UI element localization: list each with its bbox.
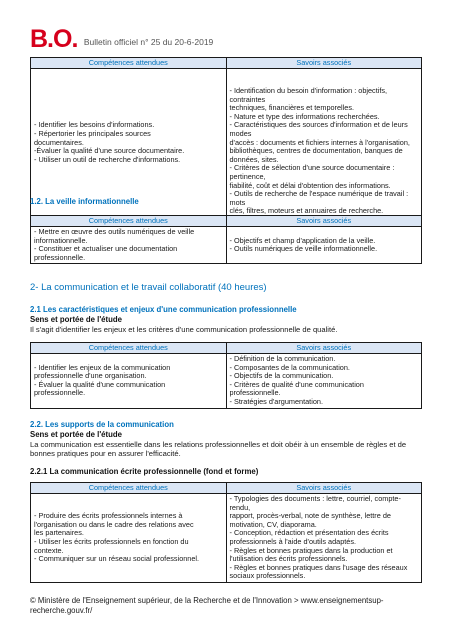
list-item: - Outils de recherche de l'espace numérique de travail : mots xyxy=(229,189,409,207)
list-item: l'organisation ou dans le cadre des relations avec xyxy=(34,519,194,529)
list-item: - Conception, rédaction et présentation des écrits xyxy=(229,528,389,538)
list-item: d'accès : documents et fichiers internes à l'organisation, xyxy=(229,137,410,147)
list-item: bibliothèques, centres de documentation, banques de xyxy=(229,146,403,156)
list-item: - Stratégies d'argumentation. xyxy=(229,396,323,406)
list-item: - Identifier les besoins d'informations. xyxy=(34,120,155,130)
list-item: - Évaluer la qualité d'une communication xyxy=(34,379,166,389)
list-item: données, sites. xyxy=(229,154,279,164)
table-header-competences: Compétences attendues xyxy=(31,58,227,69)
page-header xyxy=(30,26,213,52)
footer-url[interactable]: recherche.gouv.fr/ xyxy=(30,606,93,615)
section-2-2-1-title: 2.2.1 La communication écrite professionnelle (fond et forme) xyxy=(30,467,259,476)
paragraph-line: bonnes pratiques pour en assurer l'efficacité. xyxy=(30,449,181,459)
competences-cell xyxy=(31,69,227,218)
list-item: clés, filtres, moteurs et annuaires de recherche. xyxy=(229,206,384,216)
list-item: - Objectifs de la communication. xyxy=(229,371,334,381)
list-item: fiabilité, coût et délai d'obtention des informations. xyxy=(229,180,391,190)
list-item: rapport, procès-verbal, note de synthèse, lettre de xyxy=(229,511,391,521)
list-item: - Identifier les enjeux de la communication xyxy=(34,362,171,372)
list-item: professionnelle. xyxy=(229,388,281,398)
section-2-1-subtitle: Sens et portée de l'étude xyxy=(30,315,122,324)
savoirs-cell xyxy=(226,354,422,409)
section-2-2-text xyxy=(30,440,422,458)
section-2-1-title: 2.1 Les caractéristiques et enjeux d'une communication professionnelle xyxy=(30,305,297,314)
list-item: - Règles et bonnes pratiques dans l'usage des réseaux xyxy=(229,562,408,572)
competences-cell xyxy=(31,227,227,264)
skills-table-1 xyxy=(30,57,422,218)
skills-table-3 xyxy=(30,342,422,409)
list-item: - Critères de qualité d'une communication xyxy=(229,379,364,389)
list-item: - Outils numériques de veille informationnelle. xyxy=(229,244,378,254)
page-footer xyxy=(30,596,425,616)
table-header-savoirs: Savoirs associés xyxy=(226,216,422,227)
skills-table-4 xyxy=(30,482,422,583)
list-item: - Mettre en œuvre des outils numériques de veille xyxy=(34,227,195,236)
list-item: motivation, CV, diaporama. xyxy=(229,519,317,529)
section-2-2-title: 2.2. Les supports de la communication xyxy=(30,420,174,429)
list-item: techniques, financières et temporelles. xyxy=(229,103,355,113)
table-header-competences: Compétences attendues xyxy=(31,483,227,494)
list-item: les partenaires. xyxy=(34,528,84,538)
competences-cell xyxy=(31,354,227,409)
paragraph-line: La communication est essentielle dans les relations professionnelles et doit obéir à un ensemble de règles et de xyxy=(30,440,407,449)
table-header-savoirs: Savoirs associés xyxy=(226,58,422,69)
list-item: - Constituer et actualiser une documentation xyxy=(34,244,178,254)
section-2-title: 2- La communication et le travail collaboratif (40 heures) xyxy=(30,282,267,293)
list-item: - Composantes de la communication. xyxy=(229,362,350,372)
list-item: - Nature et type des informations recherchées. xyxy=(229,111,380,121)
table-header-competences: Compétences attendues xyxy=(31,216,227,227)
list-item: sociaux professionnels. xyxy=(229,571,306,581)
list-item: - Utiliser un outil de recherche d'informations. xyxy=(34,154,181,164)
savoirs-cell xyxy=(226,69,422,218)
section-2-2-subtitle: Sens et portée de l'étude xyxy=(30,430,122,439)
footer-copyright: © Ministère de l'Enseignement supérieur, de la Recherche et de l'Innovation > www.enseignementsup- xyxy=(30,596,384,605)
table-header-savoirs: Savoirs associés xyxy=(226,343,422,354)
list-item: - Communiquer sur un réseau social professionnel. xyxy=(34,554,200,564)
skills-table-2 xyxy=(30,215,422,264)
list-item: professionnelle. xyxy=(34,252,86,262)
list-item: - Caractéristiques des sources d'information et de leurs modes xyxy=(229,120,408,138)
list-item: l'utilisation des écrits professionnels. xyxy=(229,554,348,564)
bulletin-reference: Bulletin officiel n° 25 du 20-6-2019 xyxy=(83,37,214,47)
competences-cell xyxy=(31,494,227,583)
savoirs-cell xyxy=(226,494,422,583)
list-item: documentaires. xyxy=(34,137,84,147)
list-item: - Définition de la communication. xyxy=(229,354,336,363)
list-item: contexte. xyxy=(34,545,64,555)
list-item: - Critères de sélection d'une source documentaire : pertinence, xyxy=(229,163,395,181)
list-item: -Évaluer la qualité d'une source documentaire. xyxy=(34,146,185,156)
savoirs-cell xyxy=(226,227,422,264)
list-item: professionnelle. xyxy=(34,388,86,398)
list-item: professionnelle d'une organisation. xyxy=(34,371,147,381)
list-item: - Répertorier les principales sources xyxy=(34,129,151,139)
section-2-1-text: Il s'agit d'identifier les enjeux et les critères d'une communication professionnelle de qualité. xyxy=(30,325,338,334)
table-header-savoirs: Savoirs associés xyxy=(226,483,422,494)
table-header-competences: Compétences attendues xyxy=(31,343,227,354)
list-item: - Typologies des documents : lettre, courriel, compte-rendu, xyxy=(229,494,401,512)
list-item: - Règles et bonnes pratiques dans la production et xyxy=(229,545,393,555)
list-item: - Produire des écrits professionnels internes à xyxy=(34,511,183,521)
list-item: - Identification du besoin d'information : objectifs, contraintes xyxy=(229,86,388,104)
list-item: - Utiliser les écrits professionnels en fonction du xyxy=(34,536,189,546)
bo-logo: B.O. xyxy=(30,25,78,53)
list-item: professionnels à l'aide d'outils adaptés. xyxy=(229,536,357,546)
list-item: - Objectifs et champ d'application de la veille. xyxy=(229,235,376,245)
list-item: informationnelle. xyxy=(34,235,88,245)
section-1-2-title: 1.2. La veille informationnelle xyxy=(30,197,139,206)
